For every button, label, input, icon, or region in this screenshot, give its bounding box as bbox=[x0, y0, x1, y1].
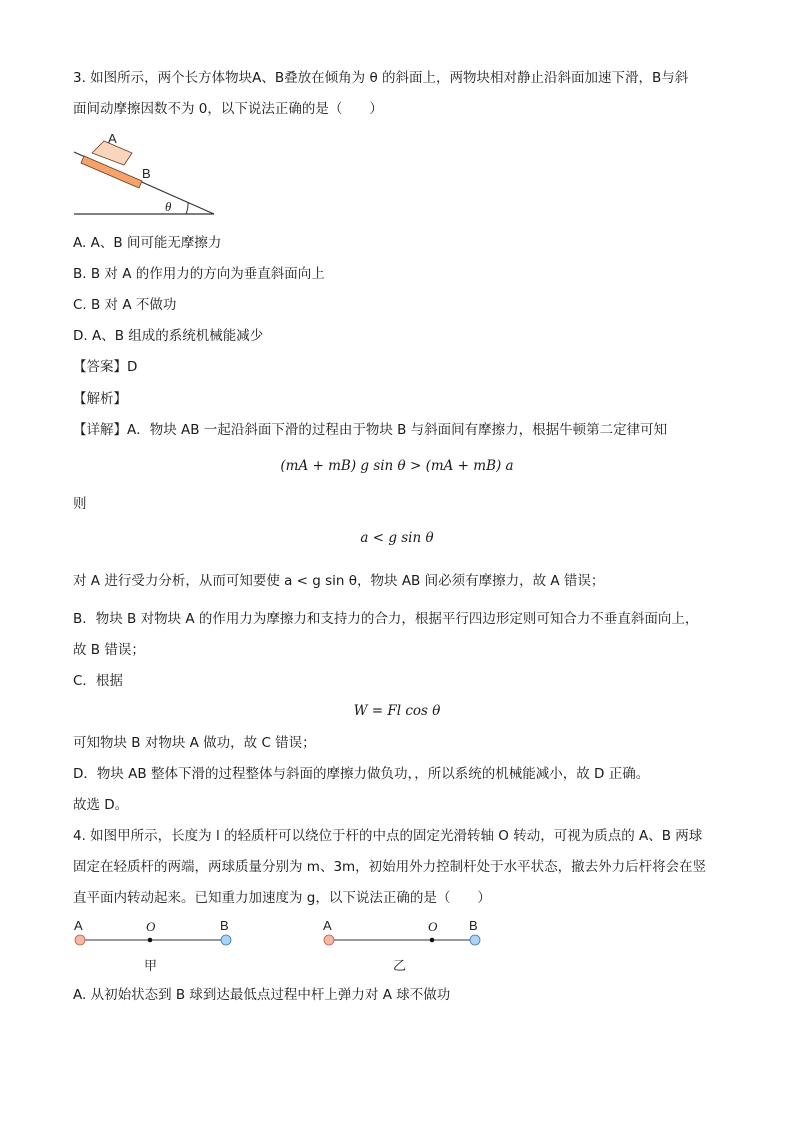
label-o-yi: O bbox=[428, 919, 438, 934]
block-b bbox=[81, 156, 142, 188]
label-a-jia: A bbox=[74, 918, 83, 933]
q3-equation-2: a < g sin θ bbox=[360, 530, 434, 546]
q3-analysis-label: 【解析】 bbox=[73, 391, 127, 407]
q4-figure-yi bbox=[317, 916, 487, 978]
ball-a-yi bbox=[324, 935, 334, 945]
q4-stem-line-2: 固定在轻质杆的两端，两球质量分别为 m、3m，初始用外力控制杆处于水平状态，撤去外力后杆将会在竖 bbox=[73, 859, 707, 875]
q3-equation-1: (mA + mB) g sin θ > (mA + mB) a bbox=[280, 458, 514, 474]
q3-b-line-1: B．物块 B 对物块 A 的作用力为摩擦力和支持力的合力，根据平行四边形定则可知合力不垂直斜面向上， bbox=[73, 611, 699, 627]
ball-a-jia bbox=[75, 935, 85, 945]
q3-then: 则 bbox=[73, 496, 87, 512]
q3-option-b: B. B 对 A 的作用力的方向为垂直斜面向上 bbox=[73, 266, 325, 282]
q3-equation-3: W = Fl cos θ bbox=[353, 703, 441, 719]
q4-stem-line-1: 4. 如图甲所示，长度为 l 的轻质杆可以绕位于杆的中点的固定光滑转轴 O 转动，可视为质点的 A、B 两球 bbox=[73, 828, 703, 844]
label-a-yi: A bbox=[323, 918, 332, 933]
pivot-o-jia bbox=[148, 938, 153, 943]
q3-choose: 故选 D。 bbox=[73, 797, 129, 813]
q3-c-conclusion: 可知物块 B 对物块 A 做功，故 C 错误； bbox=[73, 735, 316, 751]
label-b: B bbox=[142, 166, 151, 181]
q3-a-conclusion: 对 A 进行受力分析，从而可知要使 a < g sin θ，物块 AB 间必须有摩擦力，故 A 错误； bbox=[73, 573, 605, 589]
q3-detail-line: 【详解】A．物块 AB 一起沿斜面下滑的过程由于物块 B 与斜面间有摩擦力，根据牛顿第二定律可知 bbox=[73, 422, 668, 438]
q3-c-line: C．根据 bbox=[73, 673, 123, 689]
label-b-jia: B bbox=[220, 918, 229, 933]
label-theta: θ bbox=[165, 199, 172, 214]
q3-b-line-2: 故 B 错误； bbox=[73, 642, 145, 658]
q3-option-c: C. B 对 A 不做功 bbox=[73, 297, 177, 313]
ball-b-yi bbox=[470, 935, 480, 945]
caption-jia: 甲 bbox=[144, 959, 158, 974]
label-o-jia: O bbox=[146, 919, 156, 934]
q3-stem-line-1: 3. 如图所示，两个长方体物块A、B叠放在倾角为 θ 的斜面上，两物块相对静止沿斜面加速下滑，B与斜 bbox=[73, 70, 689, 86]
q4-stem-line-3: 直平面内转动起来。已知重力加速度为 g，以下说法正确的是（ ） bbox=[73, 890, 491, 906]
q3-incline-figure bbox=[72, 130, 222, 220]
q3-option-d: D. A、B 组成的系统机械能减少 bbox=[73, 328, 264, 344]
q3-answer: 【答案】D bbox=[73, 359, 138, 375]
angle-arc bbox=[186, 202, 188, 214]
q4-option-a: A. 从初始状态到 B 球到达最低点过程中杆上弹力对 A 球不做功 bbox=[73, 987, 451, 1003]
ball-b-jia bbox=[221, 935, 231, 945]
q3-stem-line-2: 面间动摩擦因数不为 0，以下说法正确的是（ ） bbox=[73, 101, 383, 117]
label-a: A bbox=[108, 131, 117, 146]
q3-d-line: D．物块 AB 整体下滑的过程整体与斜面的摩擦力做负功，，所以系统的机械能减小，故 D 正确。 bbox=[73, 766, 650, 782]
q3-option-a: A. A、B 间可能无摩擦力 bbox=[73, 235, 222, 251]
pivot-o-yi bbox=[430, 938, 435, 943]
label-b-yi: B bbox=[469, 918, 478, 933]
caption-yi: 乙 bbox=[393, 959, 407, 974]
q4-figure-jia bbox=[68, 916, 238, 978]
